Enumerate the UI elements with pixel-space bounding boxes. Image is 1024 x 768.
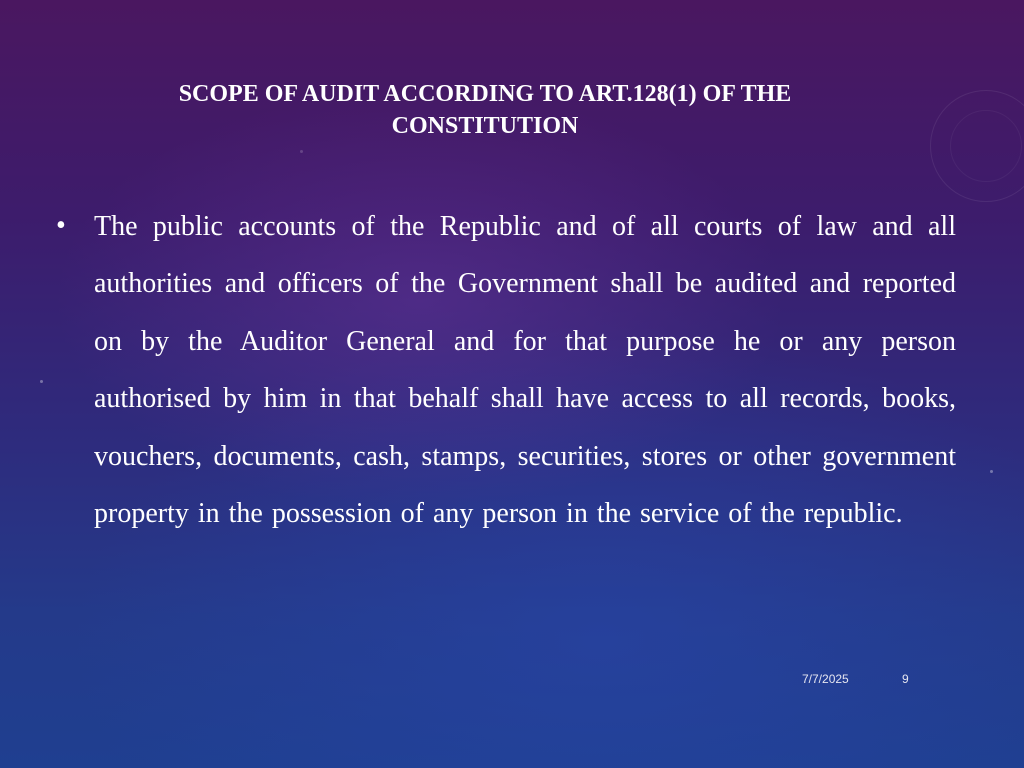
- bullet-text: The public accounts of the Republic and of all courts of law and all authorities and officers of the Government shall be audited and reported on by the Auditor General and for that purpose he or any person authorised by him in that behalf shall have access to all records, books, vouchers, documents, cash, stamps, securities, stores or other government property in the possession of any person in the service of the republic.: [94, 211, 956, 530]
- bullet-item: [56, 198, 956, 542]
- footer-date: 7/7/2025: [802, 672, 849, 686]
- decorative-ring-inner: [950, 110, 1022, 182]
- slide-number: 9: [902, 672, 909, 686]
- bullet-marker: •: [56, 210, 66, 241]
- slide-title: [110, 78, 860, 142]
- background-sparkle: [40, 380, 43, 383]
- slide-body: [56, 198, 956, 542]
- background-sparkle: [990, 470, 993, 473]
- slide-title-line-1: SCOPE OF AUDIT ACCORDING TO ART.128(1) OF THE: [178, 81, 792, 107]
- slide-title-line-2: CONSTITUTION: [391, 113, 579, 139]
- background-sparkle: [300, 150, 303, 153]
